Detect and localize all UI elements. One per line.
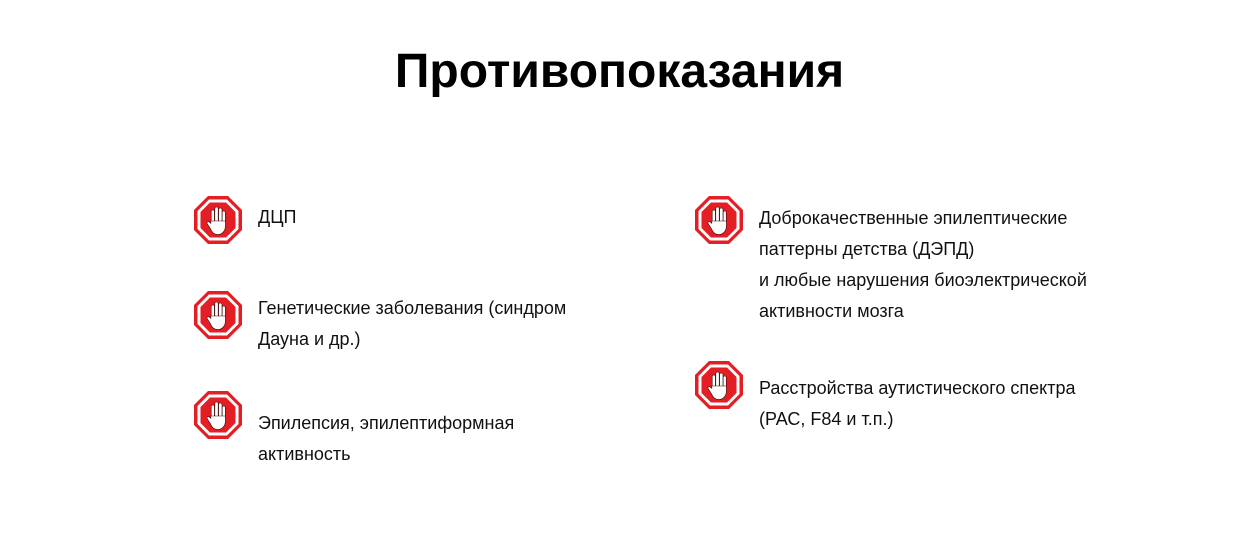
page-title: Противопоказания (394, 45, 845, 98)
stop-hand-icon (193, 290, 243, 340)
contraindication-item-epilepsy (193, 390, 613, 470)
contraindication-text: Расстройства аутистического спектра (РАС, F84 и т.п.) (759, 378, 1076, 429)
contraindication-item-dcp (193, 195, 613, 255)
contraindication-text: Генетические заболевания (синдром Дауна и др.) (258, 298, 567, 349)
stop-hand-icon (193, 195, 243, 245)
contraindication-item-genetic (193, 290, 613, 360)
stop-hand-icon (694, 360, 744, 410)
contraindication-text: ДЦП (258, 207, 297, 227)
stop-hand-icon (694, 195, 744, 245)
stop-hand-icon (193, 390, 243, 440)
contraindication-item-autism (694, 360, 1164, 440)
contraindication-text: Доброкачественные эпилептические паттерны детства (ДЭПД) и любые нарушения биоэлектрической активности мозга (759, 208, 1087, 321)
contraindication-text: Эпилепсия, эпилептиформная активность (258, 413, 515, 464)
contraindication-item-epd (694, 195, 1164, 330)
